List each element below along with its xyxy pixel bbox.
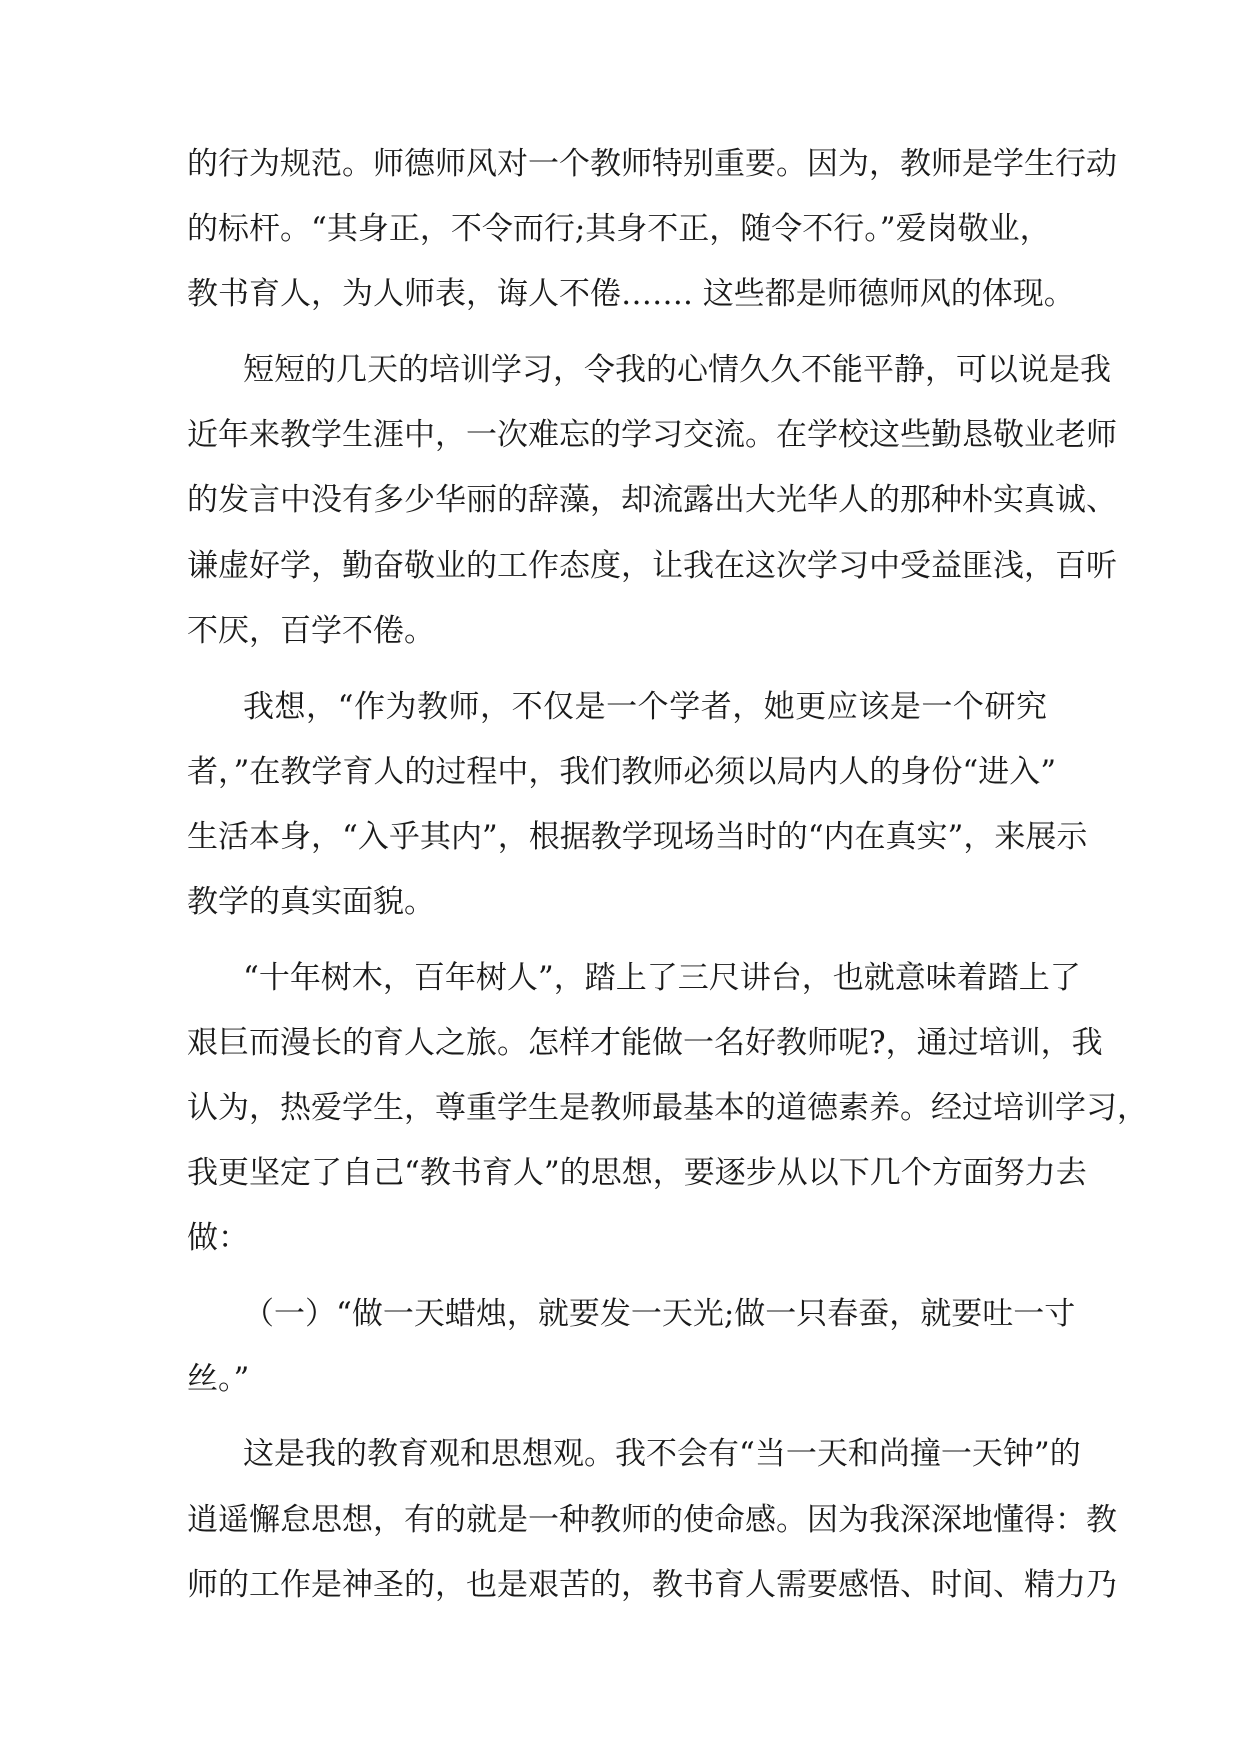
paragraph-first-line: 我想，“作为教师，不仅是一个学者，她更应该是一个研究	[243, 689, 1047, 725]
text-line: 逍遥懈怠思想，有的就是一种教师的使命感。因为我深深地懂得：教	[187, 1502, 1117, 1538]
text-line: 做：	[187, 1220, 249, 1256]
text-line: 师的工作是神圣的，也是艰苦的，教书育人需要感悟、时间、精力乃	[187, 1567, 1117, 1603]
paragraph-first-line: 这是我的教育观和思想观。我不会有“当一天和尚撞一天钟”的	[243, 1436, 1081, 1472]
text-line: 不厌，百学不倦。	[187, 613, 435, 649]
text-line: 认为，热爱学生，尊重学生是教师最基本的道德素养。经过培训学习，	[187, 1090, 1148, 1126]
text-line: 的标杆。“其身正，不令而行;其身不正，随令不行。”爱岗敬业，	[187, 211, 1051, 247]
text-line: 艰巨而漫长的育人之旅。怎样才能做一名好教师呢?，通过培训，我	[187, 1025, 1103, 1061]
text-line: 我更坚定了自己“教书育人”的思想，要逐步从以下几个方面努力去	[187, 1155, 1087, 1191]
text-line: 教学的真实面貌。	[187, 884, 435, 920]
text-line: 谦虚好学，勤奋敬业的工作态度，让我在这次学习中受益匪浅，百听	[187, 548, 1117, 584]
text-line: 生活本身，“入乎其内”，根据教学现场当时的“内在真实”，来展示	[187, 819, 1088, 855]
text-line: 的行为规范。师德师风对一个教师特别重要。因为，教师是学生行动	[187, 146, 1117, 182]
text-line: 者，”在教学育人的过程中，我们教师必须以局内人的身份“进入”	[187, 754, 1057, 790]
text-line: 的发言中没有多少华丽的辞藻，却流露出大光华人的那种朴实真诚、	[187, 482, 1117, 518]
text-line: 近年来教学生涯中，一次难忘的学习交流。在学校这些勤恳敬业老师	[187, 417, 1117, 453]
paragraph-first-line: 短短的几天的培训学习，令我的心情久久不能平静，可以说是我	[243, 352, 1111, 388]
document-body	[187, 0, 1148, 1754]
paragraph-first-line: “十年树木，百年树人”，踏上了三尺讲台，也就意味着踏上了	[243, 960, 1081, 996]
section-heading-line: （一）“做一天蜡烛，就要发一天光;做一只春蚕，就要吐一寸	[243, 1296, 1076, 1332]
text-line: 教书育人，为人师表，诲人不倦……. 这些都是师德师风的体现。	[187, 276, 1075, 312]
section-heading-line: 丝。”	[187, 1361, 250, 1397]
